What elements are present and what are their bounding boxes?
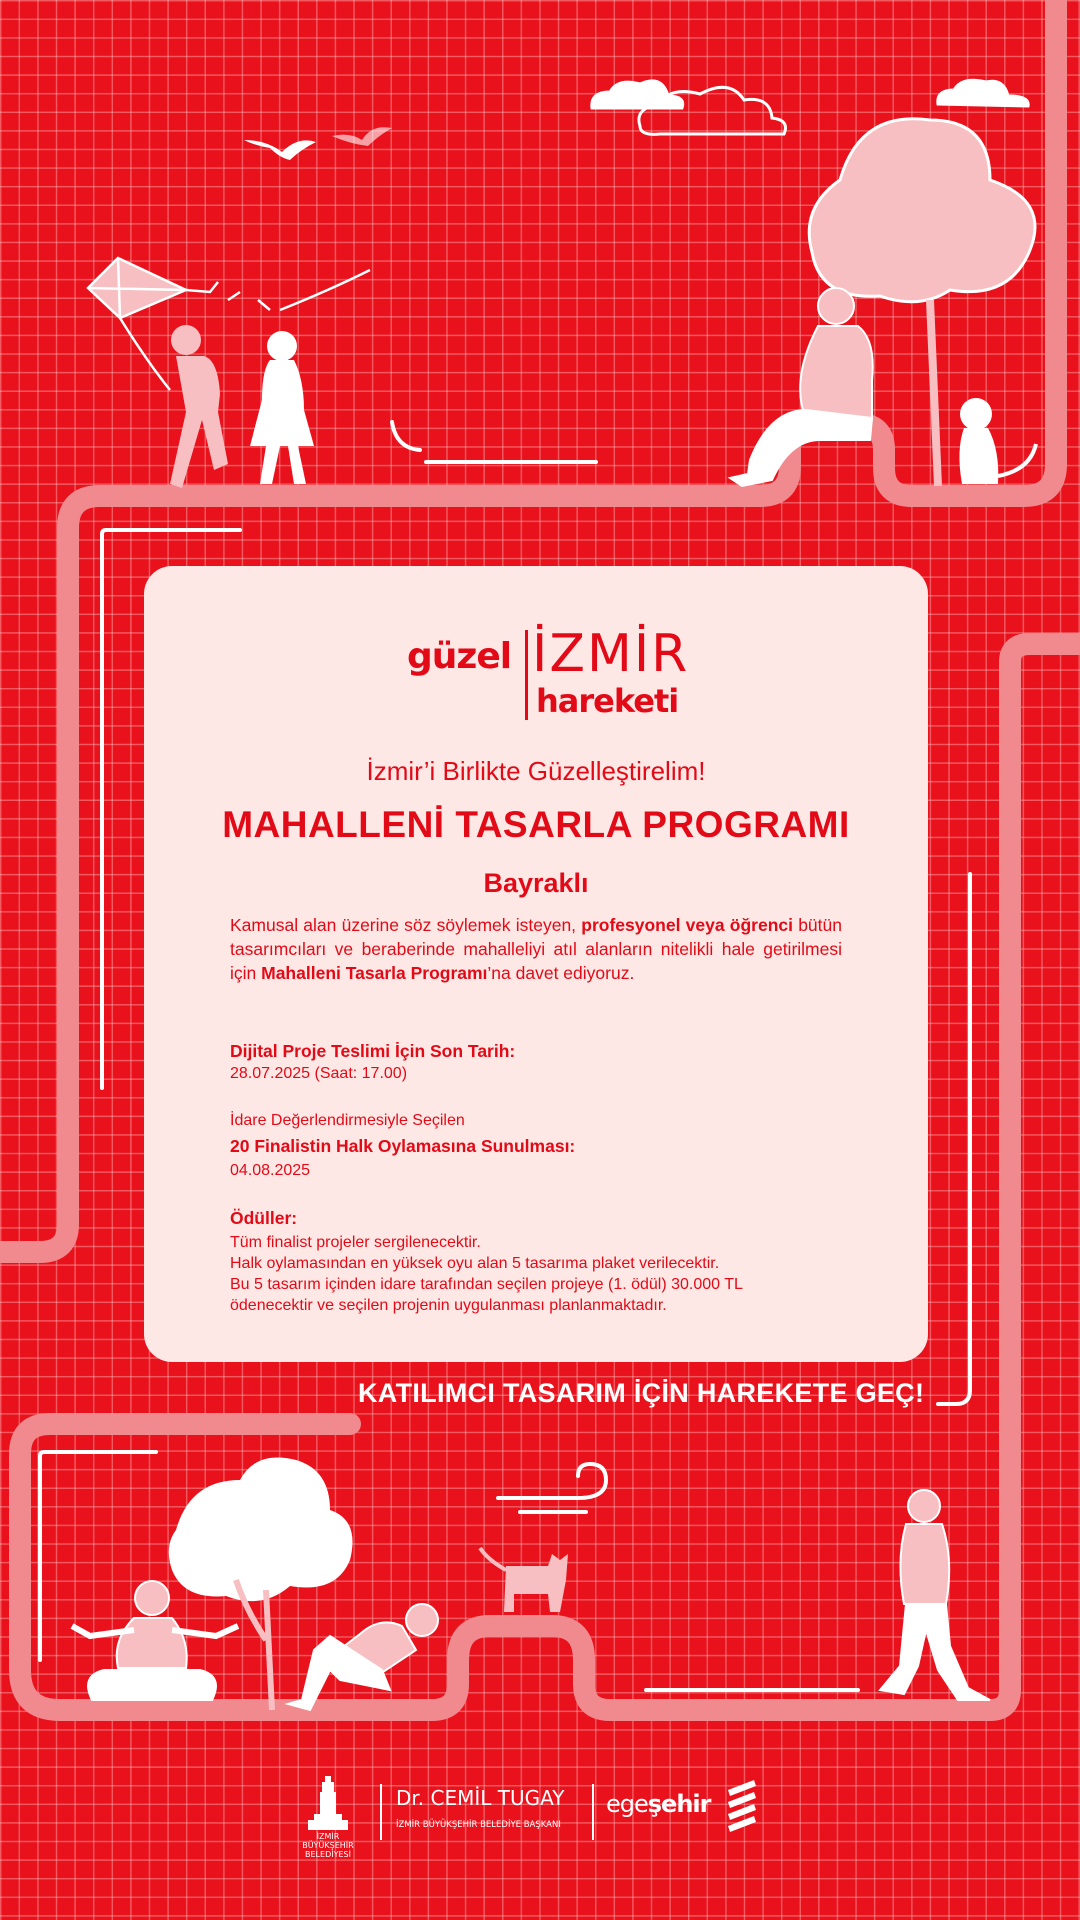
sitting-woman bbox=[730, 288, 873, 486]
accent-line-1 bbox=[392, 422, 420, 450]
intro-text-3: ’na davet ediyoruz. bbox=[487, 963, 635, 983]
intro-bold-2: Mahalleni Tasarla Programı bbox=[261, 963, 488, 983]
vote-label: 20 Finalistin Halk Oylamasına Sunulması: bbox=[230, 1136, 576, 1156]
intro-text-2: bütün tasarımcıları ve beraberinde mahalleliyi atıl alanların nitelikli hale getirilmesi için bbox=[230, 915, 842, 983]
deadline-value: 28.07.2025 (Saat: 17.00) bbox=[230, 1065, 408, 1082]
cloud-3 bbox=[938, 80, 1028, 106]
program-title: MAHALLENİ TASARLA PROGRAMI bbox=[222, 804, 850, 845]
awards-line-3: Bu 5 tasarım içinden idare tarafından seçilen projeye (1. ödül) 30.000 TL bbox=[230, 1276, 743, 1293]
vote-pre-label: İdare Değerlendirmesiyle Seçilen bbox=[230, 1112, 465, 1129]
subtitle: İzmir’i Birlikte Güzelleştirelim! bbox=[366, 756, 706, 786]
footer-logos bbox=[300, 1776, 770, 1859]
cat bbox=[480, 1548, 568, 1612]
awards-line-4: ödenecektir ve seçilen projenin uygulanması planlanmaktadır. bbox=[230, 1297, 667, 1314]
intro-paragraph bbox=[230, 913, 842, 985]
awards-label: Ödüller: bbox=[230, 1208, 298, 1228]
intro-bold-1: profesyonel veya öğrenci bbox=[581, 915, 793, 935]
accent-line-4 bbox=[938, 874, 970, 1404]
reclining-person bbox=[288, 1604, 438, 1710]
egesehir-text-ege: ege bbox=[606, 1790, 648, 1818]
kids bbox=[170, 325, 314, 488]
bird-1 bbox=[244, 140, 316, 160]
egesehir-logo bbox=[606, 1790, 710, 1818]
call-to-action: KATILIMCI TASARIM İÇİN HAREKETE GEÇ! bbox=[358, 1378, 925, 1408]
guzel-izmir-logo bbox=[144, 622, 928, 732]
info-card bbox=[144, 566, 928, 1362]
bird-2 bbox=[332, 127, 392, 146]
intro-text-1: Kamusal alan üzerine söz söylemek isteyen, bbox=[230, 915, 582, 935]
location: Bayraklı bbox=[483, 868, 589, 898]
walking-man bbox=[880, 1490, 990, 1700]
logo-text-guzel: güzel bbox=[407, 636, 512, 677]
wind-lines bbox=[498, 1464, 606, 1512]
dog bbox=[959, 398, 1036, 484]
logo-divider bbox=[525, 630, 528, 720]
footer-separator-2 bbox=[592, 1784, 594, 1840]
logo-text-hareketi: hareketi bbox=[536, 682, 679, 720]
logo-text-izmir: İZMİR bbox=[532, 624, 690, 684]
mayor-title: İZMİR BÜYÜKŞEHİR BELEDİYE BAŞKANI bbox=[396, 1820, 561, 1830]
municipality-name: İZMİR BÜYÜKŞEHİR BELEDİYESİ bbox=[302, 1832, 354, 1859]
awards-line-2: Halk oylamasından en yüksek oyu alan 5 tasarıma plaket verilecektir. bbox=[230, 1255, 720, 1272]
egesehir-stripes-icon bbox=[724, 1780, 760, 1832]
egesehir-text-sehir: şehir bbox=[647, 1790, 711, 1818]
vote-value: 04.08.2025 bbox=[230, 1162, 311, 1179]
mayor-name: Dr. CEMİL TUGAY bbox=[396, 1786, 565, 1810]
deadline-label: Dijital Proje Teslimi İçin Son Tarih: bbox=[230, 1041, 516, 1061]
clock-tower-icon bbox=[306, 1776, 350, 1832]
awards-line-1: Tüm finalist projeler sergilenecektir. bbox=[230, 1234, 481, 1251]
footer-separator-1 bbox=[380, 1784, 382, 1840]
meditating-person bbox=[72, 1581, 238, 1700]
kite bbox=[88, 258, 370, 390]
